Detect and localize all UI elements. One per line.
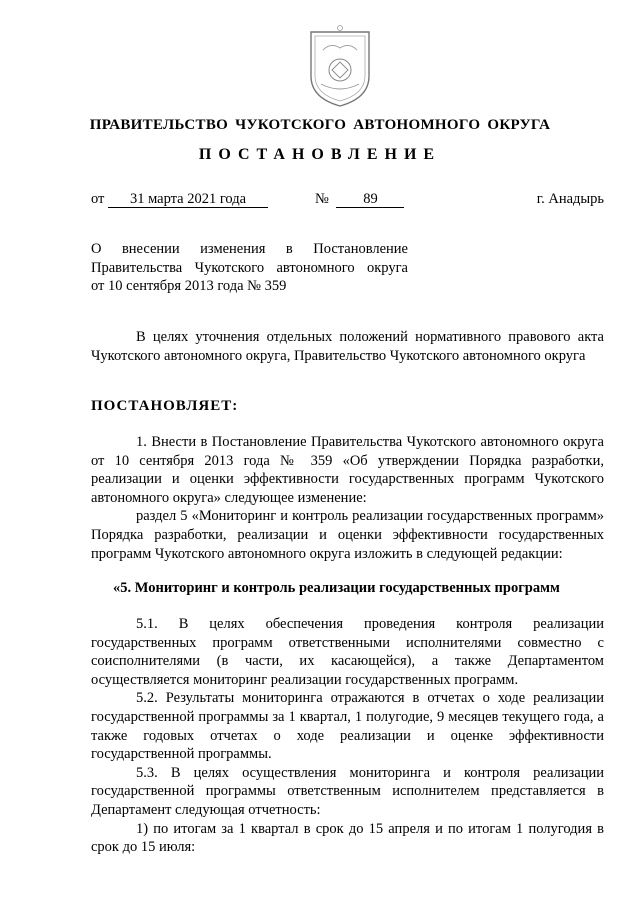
item1-block — [91, 433, 604, 563]
subject-line: от 10 сентября 2013 года № 359 — [91, 278, 287, 294]
coat-of-arms-emblem — [301, 24, 379, 110]
section-title: «5. Мониторинг и контроль реализации государственных программ — [113, 580, 560, 596]
date-field — [91, 190, 268, 208]
document-subject — [91, 240, 408, 296]
subject-line: О внесении изменения в Постановление — [91, 241, 408, 257]
city: г. Анадырь — [536, 191, 604, 207]
decree-word: ПОСТАНОВЛЯЕТ: — [91, 398, 239, 414]
preamble-block — [91, 328, 604, 365]
date-value: 31 марта 2021 года — [108, 192, 268, 208]
number-value: 89 — [336, 192, 404, 208]
number-label: № — [315, 191, 329, 207]
paragraph-5-2: 5.2. Результаты мониторинга отражаются в отчетах о ходе реализации государственной программы за 1 квартал, 1 полугодие, 9 месяцев текущего года, а также годовых отчетах о ходе реализации и оценке эффективности государственной программы. — [91, 690, 604, 763]
paragraph-5-1: 5.1. В целях обеспечения проведения контроля реализации государственных программ ответственными исполнителями совместно с соисполнителями (в части, их касающейся), а также Департаментом осуществляется мониторинг реализации государственных программ. — [91, 616, 604, 688]
organization-title: ПРАВИТЕЛЬСТВО ЧУКОТСКОГО АВТОНОМНОГО ОКРУГА — [89, 117, 551, 133]
item-1: 1. Внести в Постановление Правительства Чукотского автономного округа от 10 сентября 2013 года № 359 «Об утверждении Порядка разработки, реализации и оценки эффективности государственных программ Чукотского автономного округа» следующее изменение: — [91, 434, 604, 506]
document-type: ПОСТАНОВЛЕНИЕ — [198, 146, 442, 163]
item-1-detail: раздел 5 «Мониторинг и контроль реализации государственных программ» Порядка разработки, реализации и оценки эффективности государственных программ Чукотского автономного округа изложить в следующей редакции: — [91, 508, 604, 562]
paragraph-5-3: 5.3. В целях осуществления мониторинга и контроля реализации государственной программы ответственным исполнителем представляется в Департамент следующая отчетность: — [91, 764, 604, 818]
number-field — [315, 190, 404, 208]
subject-line: Правительства Чукотского автономного округа — [91, 259, 408, 276]
preamble: В целях уточнения отдельных положений нормативного правового акта Чукотского автономного округа, Правительство Чукотского автономного округа — [91, 329, 604, 364]
from-label: от — [91, 191, 105, 207]
section-body — [91, 615, 604, 857]
paragraph-5-3-1: 1) по итогам за 1 квартал в срок до 15 апреля и по итогам 1 полугодия в срок до 15 июля: — [91, 820, 604, 856]
